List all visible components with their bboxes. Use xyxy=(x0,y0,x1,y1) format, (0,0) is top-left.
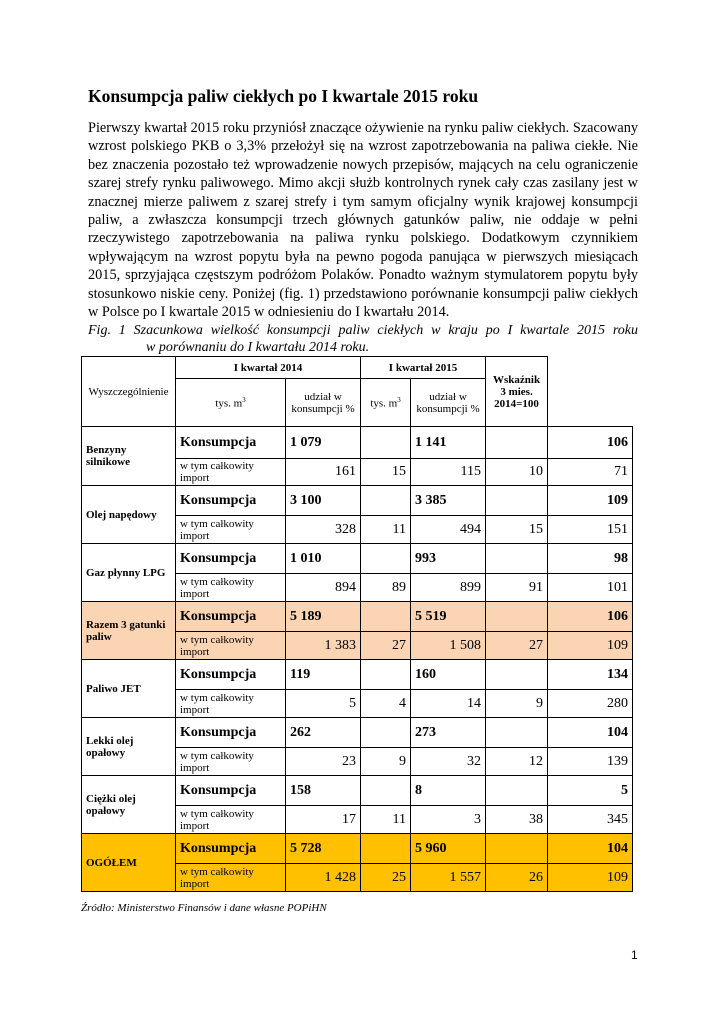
import-index: 109 xyxy=(548,632,633,660)
consumption-index: 106 xyxy=(548,602,633,632)
import-share-2015: 12 xyxy=(486,748,548,776)
import-share-2015: 9 xyxy=(486,690,548,718)
table-row xyxy=(82,427,633,459)
import-2014: 894 xyxy=(286,574,361,602)
share-2015-empty xyxy=(486,544,548,574)
header-share-2014: udział w konsumpcji % xyxy=(286,379,361,427)
import-2014: 23 xyxy=(286,748,361,776)
header-index-text: Wskaźnik 3 mies. 2014=100 xyxy=(492,373,541,410)
share-2014-empty xyxy=(361,427,411,459)
row-category: Olej napędowy xyxy=(82,486,176,544)
consumption-2015: 993 xyxy=(411,544,486,574)
caption-line-1: Fig. 1 Szacunkowa wielkość konsumpcji paliw ciekłych w kraju po I kwartale 2015 roku xyxy=(88,323,638,338)
share-2014-empty xyxy=(361,718,411,748)
import-share-2014: 27 xyxy=(361,632,411,660)
row-category: Razem 3 gatunki paliw xyxy=(82,602,176,660)
import-label: w tym całkowity import xyxy=(176,864,286,892)
share-2015-empty xyxy=(486,486,548,516)
share-2014-empty xyxy=(361,776,411,806)
consumption-2015: 1 141 xyxy=(411,427,486,459)
header-q2014: I kwartał 2014 xyxy=(176,357,361,379)
import-share-2015: 91 xyxy=(486,574,548,602)
import-index: 151 xyxy=(548,516,633,544)
consumption-index: 104 xyxy=(548,718,633,748)
consumption-2015: 8 xyxy=(411,776,486,806)
import-2014: 1 428 xyxy=(286,864,361,892)
import-2015: 1 557 xyxy=(411,864,486,892)
import-index: 345 xyxy=(548,806,633,834)
consumption-table xyxy=(81,356,633,892)
import-share-2014: 25 xyxy=(361,864,411,892)
consumption-index: 106 xyxy=(548,427,633,459)
import-index: 139 xyxy=(548,748,633,776)
document-title: Konsumpcja paliw ciekłych po I kwartale 2015 roku xyxy=(88,86,479,106)
share-2014-empty xyxy=(361,660,411,690)
consumption-2014: 5 728 xyxy=(286,834,361,864)
import-index: 101 xyxy=(548,574,633,602)
share-2014-empty xyxy=(361,486,411,516)
import-label: w tym całkowity import xyxy=(176,690,286,718)
row-category: OGÓŁEM xyxy=(82,834,176,892)
consumption-2014: 1 079 xyxy=(286,427,361,459)
import-2015: 899 xyxy=(411,574,486,602)
consumption-2014: 119 xyxy=(286,660,361,690)
row-category: Gaz płynny LPG xyxy=(82,544,176,602)
consumption-2015: 3 385 xyxy=(411,486,486,516)
share-2015-empty xyxy=(486,834,548,864)
import-share-2014: 89 xyxy=(361,574,411,602)
import-2014: 5 xyxy=(286,690,361,718)
import-share-2015: 26 xyxy=(486,864,548,892)
import-label: w tym całkowity import xyxy=(176,459,286,486)
import-2015: 115 xyxy=(411,459,486,486)
import-index: 109 xyxy=(548,864,633,892)
import-2015: 494 xyxy=(411,516,486,544)
import-2014: 17 xyxy=(286,806,361,834)
caption-line-2: w porównaniu do I kwartału 2014 roku. xyxy=(146,340,370,355)
import-index: 71 xyxy=(548,459,633,486)
consumption-index: 98 xyxy=(548,544,633,574)
table-row xyxy=(82,486,633,516)
share-2015-empty xyxy=(486,718,548,748)
import-2015: 14 xyxy=(411,690,486,718)
import-share-2014: 9 xyxy=(361,748,411,776)
import-label: w tym całkowity import xyxy=(176,516,286,544)
consumption-label: Konsumpcja xyxy=(176,602,286,632)
import-2015: 1 508 xyxy=(411,632,486,660)
consumption-index: 5 xyxy=(548,776,633,806)
consumption-2014: 262 xyxy=(286,718,361,748)
import-2014: 1 383 xyxy=(286,632,361,660)
header-share-2015: udział w konsumpcji % xyxy=(411,379,486,427)
share-2014-empty xyxy=(361,834,411,864)
import-share-2014: 4 xyxy=(361,690,411,718)
consumption-index: 104 xyxy=(548,834,633,864)
row-category: Lekki olej opałowy xyxy=(82,718,176,776)
import-label: w tym całkowity import xyxy=(176,806,286,834)
import-share-2014: 11 xyxy=(361,806,411,834)
import-label: w tym całkowity import xyxy=(176,632,286,660)
header-tys-2015: tys. $m^3$ xyxy=(361,379,411,427)
share-2015-empty xyxy=(486,660,548,690)
import-label: w tym całkowity import xyxy=(176,574,286,602)
share-2015-empty xyxy=(486,427,548,459)
consumption-label: Konsumpcja xyxy=(176,834,286,864)
source-note: Źródło: Ministerstwo Finansów i dane własne POPiHN xyxy=(81,902,327,914)
figure-caption xyxy=(88,322,638,356)
consumption-2014: 3 100 xyxy=(286,486,361,516)
table-row xyxy=(82,776,633,806)
consumption-label: Konsumpcja xyxy=(176,718,286,748)
header-tys-2014: tys. $m^3$ xyxy=(176,379,286,427)
share-2014-empty xyxy=(361,602,411,632)
table-row xyxy=(82,834,633,864)
row-category: Ciężki olej opałowy xyxy=(82,776,176,834)
consumption-index: 109 xyxy=(548,486,633,516)
header-q2015: I kwartał 2015 xyxy=(361,357,486,379)
share-2015-empty xyxy=(486,776,548,806)
import-share-2015: 10 xyxy=(486,459,548,486)
consumption-2014: 158 xyxy=(286,776,361,806)
import-share-2015: 15 xyxy=(486,516,548,544)
import-index: 280 xyxy=(548,690,633,718)
consumption-label: Konsumpcja xyxy=(176,544,286,574)
header-index-cell xyxy=(486,357,548,427)
consumption-index: 134 xyxy=(548,660,633,690)
share-2015-empty xyxy=(486,602,548,632)
import-label: w tym całkowity import xyxy=(176,748,286,776)
import-2015: 32 xyxy=(411,748,486,776)
import-share-2014: 11 xyxy=(361,516,411,544)
row-category: Benzyny silnikowe xyxy=(82,427,176,486)
import-2014: 328 xyxy=(286,516,361,544)
table-row xyxy=(82,660,633,690)
page-number: 1 xyxy=(631,948,638,962)
import-share-2014: 15 xyxy=(361,459,411,486)
consumption-2014: 1 010 xyxy=(286,544,361,574)
intro-paragraph: Pierwszy kwartał 2015 roku przyniósł znaczące ożywienie na rynku paliw ciekłych. Szacowany wzrost polskiego PKB o 3,3% przełożył się na wzrost zapotrzebowania na paliwa ciekłe. Nie bez znaczenia pozostało też wprowadzenie nowych przepisów, mających na celu ograniczenie szarej strefy rynku paliwowego. Mimo akcji służb kontrolnych rynek cały czas zasilany jest w znacznej mierze paliwem z szarej strefy i tym samym oficjalny wynik krajowej konsumpcji paliw, a zwłaszcza konsumpcji trzech głównych gatunków paliw, nie oddaje w pełni rzeczywistego zapotrzebowania na paliwa rynku polskiego. Dodatkowym czynnikiem wpływającym na wzrost popytu była na pewno pogoda panująca w pierwszych miesiącach 2015, sprzyjająca częstszym podróżom Polaków. Ponadto ważnym stymulatorem popytu były stosunkowo niskie ceny. Poniżej (fig. 1) przedstawiono porównanie konsumpcji paliw ciekłych w Polsce po I kwartale 2015 w odniesieniu do I kwartału 2014. xyxy=(88,120,638,321)
table-row xyxy=(82,544,633,574)
consumption-2015: 5 519 xyxy=(411,602,486,632)
consumption-2014: 5 189 xyxy=(286,602,361,632)
consumption-2015: 273 xyxy=(411,718,486,748)
table-row xyxy=(82,602,633,632)
consumption-label: Konsumpcja xyxy=(176,660,286,690)
import-share-2015: 27 xyxy=(486,632,548,660)
consumption-2015: 5 960 xyxy=(411,834,486,864)
table-row xyxy=(82,718,633,748)
header-specification: Wyszczególnienie xyxy=(82,357,176,427)
share-2014-empty xyxy=(361,544,411,574)
import-2015: 3 xyxy=(411,806,486,834)
import-share-2015: 38 xyxy=(486,806,548,834)
consumption-label: Konsumpcja xyxy=(176,486,286,516)
row-category: Paliwo JET xyxy=(82,660,176,718)
consumption-2015: 160 xyxy=(411,660,486,690)
consumption-label: Konsumpcja xyxy=(176,427,286,459)
import-2014: 161 xyxy=(286,459,361,486)
consumption-label: Konsumpcja xyxy=(176,776,286,806)
